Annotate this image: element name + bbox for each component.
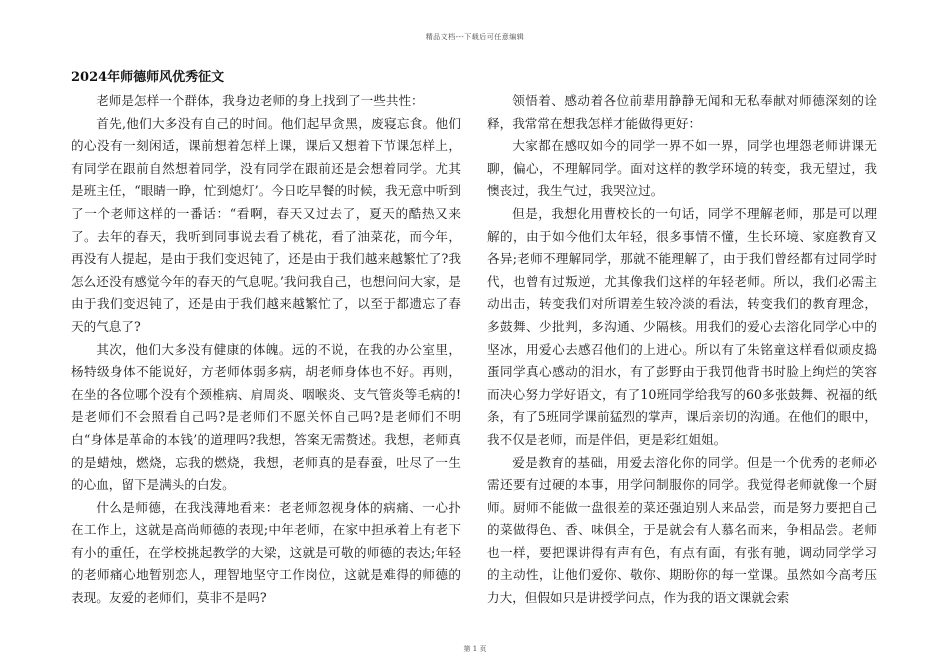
- page-header: 精品文档---下载后可任意编辑: [425, 33, 525, 41]
- paragraph: 领悟着、感动着各位前辈用静静无闻和无私奉献对师德深刻的诠释，我常常在想我怎样才能做得更好：: [487, 93, 877, 131]
- right-column: [487, 90, 877, 610]
- paragraph: 首先,他们大多没有自己的时间。他们起早贪黑，废寝忘食。他们的心没有一刻闲适，课前想着怎样上课，课后又想着下节课怎样上，有同学在跟前自然想着同学，没有同学在跟前还是会想着同学。尤其是班主任，“眼睛一睁，忙到熄灯’。今日吃早餐的时候，我无意中听到了一个老师这样的一番话：“看啊，春天又过去了，夏天的酷热又来了。去年的春天，我听到同事说去看了桃花，看了油菜花，而今年，再没有人提起，是由于我们变迟钝了，还是由于我们越来越繁忙了?我怎么还没有感觉今年的春天的气息呢。’我问我自己，也想问问大家，是由于我们变迟钝了，还是由于我们越来越繁忙了，以至于都遗忘了春天的气息了?: [71, 115, 461, 334]
- paragraph: 其次，他们大多没有健康的体魄。远的不说，在我的办公室里，杨特级身体不能说好，方老师体弱多病，胡老师身体也不好。再则，在坐的各位哪个没有个颈椎病、肩周炎、咽喉炎、支气管炎等毛病的!是老师们不会照看自己吗?是老师们不愿关怀自己吗?是老师们不明白“身体是革命的本钱’的道理吗?我想，答案无需赘述。我想，老师真的是蜡烛，燃烧，忘我的燃烧，我想，老师真的是春蚕，吐尽了一生的心血，留下是满头的白发。: [71, 341, 461, 493]
- paragraph: 爱是教育的基础，用爱去溶化你的同学。但是一个优秀的老师必需还要有过硬的本事，用学问制服你的同学。我觉得老师就像一个厨师。厨师不能做一盘很差的菜还强迫别人来品尝，而是努力要把自己的菜做得色、香、味俱全，于是就会有人慕名而来，争相品尝。老师也一样，要把课讲得有声有色，有点有面，有张有驰，调动同学学习的主动性，让他们爱你、敬你、期盼你的每一堂课。虽然如今高考压力大，但假如只是讲授学问点，作为我的语文课就会索: [487, 454, 877, 606]
- paragraph: 什么是师德，在我浅薄地看来：老老师忽视身体的病痛、一心扑在工作上，这就是高尚师德的表现;中年老师，在家中担承着上有老下有小的重任，在学校挑起教学的大梁，这就是可敬的师德的表达;年轻的老师痛心地暂别恋人，理智地坚守工作岗位，这就是难得的师德的表现。友爱的老师们，莫非不是吗?: [71, 499, 461, 606]
- document-title: 2024年师德师风优秀征文: [71, 70, 225, 85]
- left-column: [71, 90, 461, 610]
- paragraph: 但是，我想化用曹校长的一句话，同学不理解老师，那是可以理解的，由于如今他们太年轻，很多事情不懂，生长环境、家庭教育又各异;老师不理解同学，那就不能理解了，由于我们曾经都有过同学时代，也曾有过叛逆，尤其像我们这样的年轻老师。所以，我们必需主动出击，转变我们对所谓差生较冷淡的看法，转变我们的教育理念，多鼓舞、少批判，多沟通、少隔核。用我们的爱心去溶化同学心中的坚冰，用爱心去感召他们的上进心。所以有了朱铭童这样看似顽皮捣蛋同学真心感动的泪水，有了彭野由于我罚他背书时脸上绚烂的笑容而决心努力学好语文，有了10班同学给我写的60多张鼓舞、祝福的纸条，有了5班同学课前猛烈的掌声，课后亲切的沟通。在他们的眼中，我不仅是老师，而是伴侣，更是彩红姐姐。: [487, 205, 877, 447]
- page-number: 第 1 页: [463, 645, 487, 653]
- paragraph: 大家都在感叹如今的同学一界不如一界，同学也埋怨老师讲课无聊，偏心，不理解同学。面对这样的教学环境的转变，我无望过，我懊丧过，我生气过，我哭泣过。: [487, 138, 877, 199]
- paragraph: 老师是怎样一个群体，我身边老师的身上找到了一些共性：: [96, 93, 424, 108]
